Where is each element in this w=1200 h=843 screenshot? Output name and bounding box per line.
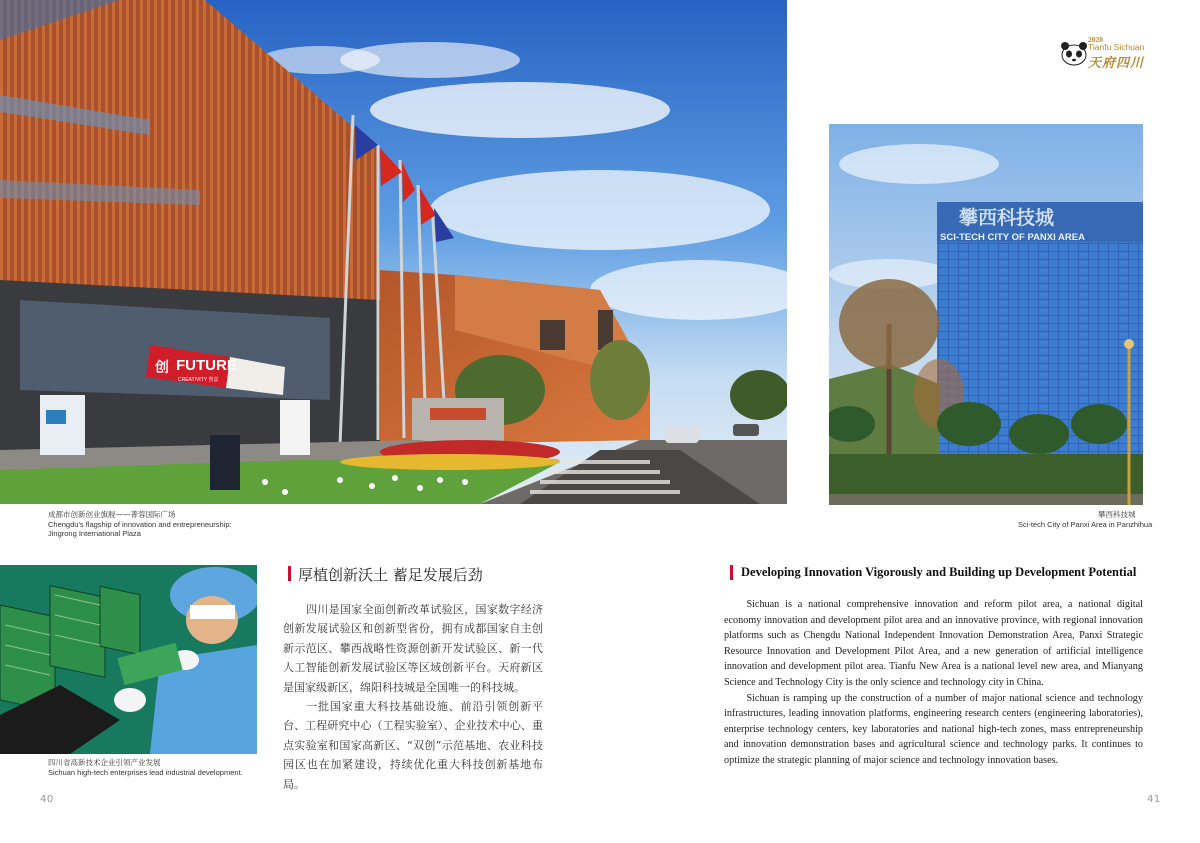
section-heading-en: Developing Innovation Vigorously and Building up Development Potential [741,565,1137,579]
page-number-right: 41 [1147,794,1161,805]
body-cn-paragraph-1: 四川是国家全面创新改革试验区，国家数字经济创新发展试验区和创新型省份，拥有成都国家自主创新示范区、攀西战略性资源创新开发试验区、新一代人工智能创新发展试验区等区域创新平台。天府新区是国家级新区，绵阳科技城是全国唯一的科技城。 [283,603,543,694]
section-heading-cn: 厚植创新沃土 蓄足发展后劲 [298,566,483,584]
factory-photo-caption-cn: 四川省高新技术企业引领产业发展 [48,758,161,767]
main-photo-caption-en-line1: Chengdu's flagship of innovation and entrepreneurship: [48,520,232,529]
factory-photo-caption-en: Sichuan high-tech enterprises lead industrial development. [48,768,243,777]
body-text-cn [283,600,543,794]
body-text-en [724,597,1143,769]
panxi-sci-tech-city-photo [829,124,1143,505]
panxi-building-sign-en: SCI-TECH CITY OF PANXI AREA [940,232,1085,243]
panda-icon [1060,40,1088,66]
panxi-building-sign-cn: 攀西科技城 [959,207,1055,229]
jingrong-plaza-photo [0,0,787,504]
factory-worker-photo [0,565,257,754]
page-number-left: 40 [40,794,54,805]
logo-text-cn: 天府四川 [1088,56,1145,71]
panxi-photo-caption-cn: 攀西科技城 [1098,510,1136,519]
body-cn-paragraph-2: 一批国家重大科技基础设施、前沿引领创新平台、工程研究中心（工程实验室）、企业技术中心、重点实验室和国家高新区、“双创”示范基地、农业科技园区也在加紧建设，持续优化重大科技创新基地布局。 [283,700,543,791]
heading-cn-accent-bar [288,566,291,581]
sign-future: FUTURE [176,357,237,374]
logo-year: 2020 [1088,35,1103,44]
sign-chuang: 创 [155,360,169,376]
main-photo-caption-en-line2: Jingrong International Plaza [48,529,141,538]
heading-en-accent-bar [730,565,733,580]
panxi-photo-caption-en: Sci-tech City of Panxi Area in Panzhihua [1018,520,1153,529]
main-photo-caption-cn: 成都市创新创业旗舰——菁蓉国际广场 [48,510,176,519]
logo-text-en: Tianfu Sichuan [1088,42,1145,52]
body-en-paragraph-2: Sichuan is ramping up the construction of a number of major national science and technology infrastructures, leading innovation platforms, engineering research centers (engineering laboratories), enterprise technology centers, key laboratories and national high-tech zones, mass entrepreneurship and innovation demonstration bases and agricultural science and technology parks. It continues to optimize the strategic planning of major science and technology innovation bases. [724,692,1143,766]
body-en-paragraph-1: Sichuan is a national comprehensive innovation and reform pilot area, a national digital economy innovation and development pilot area and an innovative province, with regional innovation platforms such as Chengdu National Independent Innovation Demonstration Area, Panxi Strategic Resource Innovation and Development Pilot Area, and a new generation of artificial intelligence innovation and development pilot area. Tianfu New Area is a national level new area, and Mianyang Science and Technology City is the only science and technology city in China. [724,599,1143,688]
sign-creativity: CREATIVITY 创意 [178,377,219,383]
